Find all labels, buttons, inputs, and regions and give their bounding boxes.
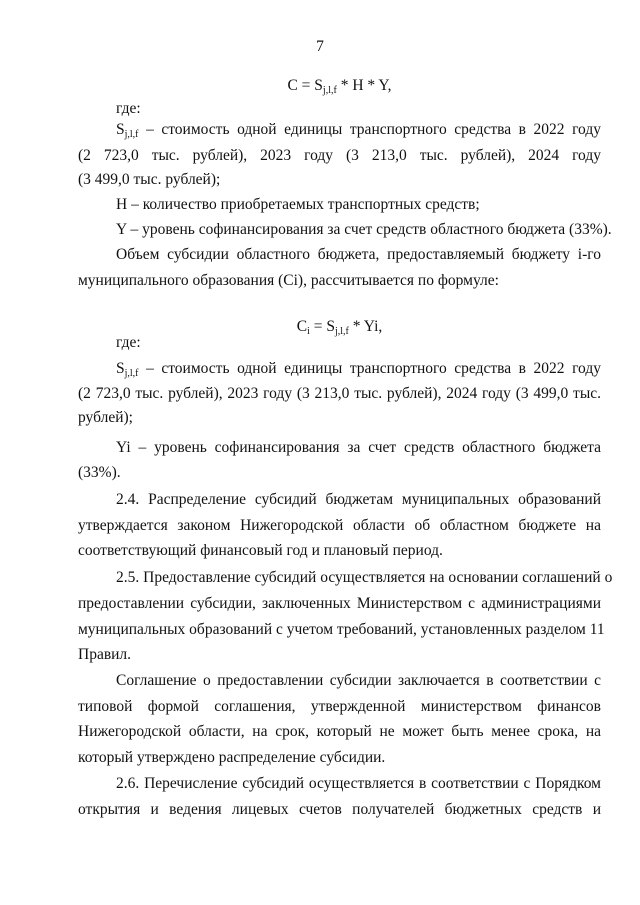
- agreement-paragraph-line: типовой формой соглашения, утвержденной министерством финансов: [78, 698, 601, 715]
- yi-definition-line: Yi – уровень софинансирования за счет средств областного бюджета: [116, 439, 601, 456]
- formula-cost: $C = S_{j,l,f} * H * Y$,: [287, 77, 392, 96]
- agreement-paragraph-line: Соглашение о предоставлении субсидии заключается в соответствии с: [116, 672, 601, 689]
- paragraph-2-4-line: утверждается законом Нижегородской области об областном бюджете на: [78, 517, 601, 534]
- paragraph-2-6-line: 2.6. Перечисление субсидий осуществляется в соответствии с Порядком: [116, 775, 601, 792]
- paragraph-2-5-line: муниципальных образований с учетом требований, установленных разделом 11: [78, 621, 605, 638]
- y-definition: Y – уровень софинансирования за счет средств областного бюджета (33%).: [116, 221, 612, 238]
- volume-paragraph-line: муниципального образования (Ci), рассчитывается по формуле:: [78, 272, 499, 289]
- agreement-paragraph-line: который утверждено распределение субсидии.: [78, 749, 386, 766]
- s-definition-line: $S_{j,l,f}$ – стоимость одной единицы транспортного средства в 2022 году: [116, 360, 601, 379]
- s-definition-line: рублей);: [78, 409, 133, 426]
- formula-volume: $C_i = S_{j,l,f} * Yi$,: [296, 318, 383, 337]
- s-definition-line: (3 499,0 тыс. рублей);: [78, 171, 221, 188]
- paragraph-2-5-line: предоставлении субсидии, заключенных Министерством с администрациями: [78, 595, 601, 612]
- where-label: где:: [116, 100, 141, 117]
- paragraph-2-5-line: 2.5. Предоставление субсидий осуществляется на основании соглашений о: [116, 569, 613, 586]
- h-definition: H – количество приобретаемых транспортных средств;: [116, 196, 480, 213]
- paragraph-2-6-line: открытия и ведения лицевых счетов получателей бюджетных средств и: [78, 801, 601, 818]
- where-label: где:: [116, 334, 141, 351]
- paragraph-2-4-line: 2.4. Распределение субсидий бюджетам муниципальных образований: [116, 491, 601, 508]
- agreement-paragraph-line: Нижегородской области, на срок, который не может быть менее срока, на: [78, 723, 601, 740]
- yi-definition-line: (33%).: [78, 464, 121, 481]
- page-number: 7: [316, 38, 324, 55]
- s-definition-line: (2 723,0 тыс. рублей), 2023 году (3 213,0 тыс. рублей), 2024 году (3 499,0 тыс.: [78, 385, 601, 402]
- paragraph-2-5-line: Правил.: [78, 646, 132, 663]
- volume-paragraph-line: Объем субсидии областного бюджета, предоставляемый бюджету i-го: [116, 246, 601, 263]
- s-definition-line: $S_{j,l,f}$ – стоимость одной единицы транспортного средства в 2022 году: [116, 121, 601, 140]
- paragraph-2-4-line: соответствующий финансовый год и плановый период.: [78, 542, 443, 559]
- s-definition-line: (2 723,0 тыс. рублей), 2023 году (3 213,0 тыс. рублей), 2024 году: [78, 147, 601, 164]
